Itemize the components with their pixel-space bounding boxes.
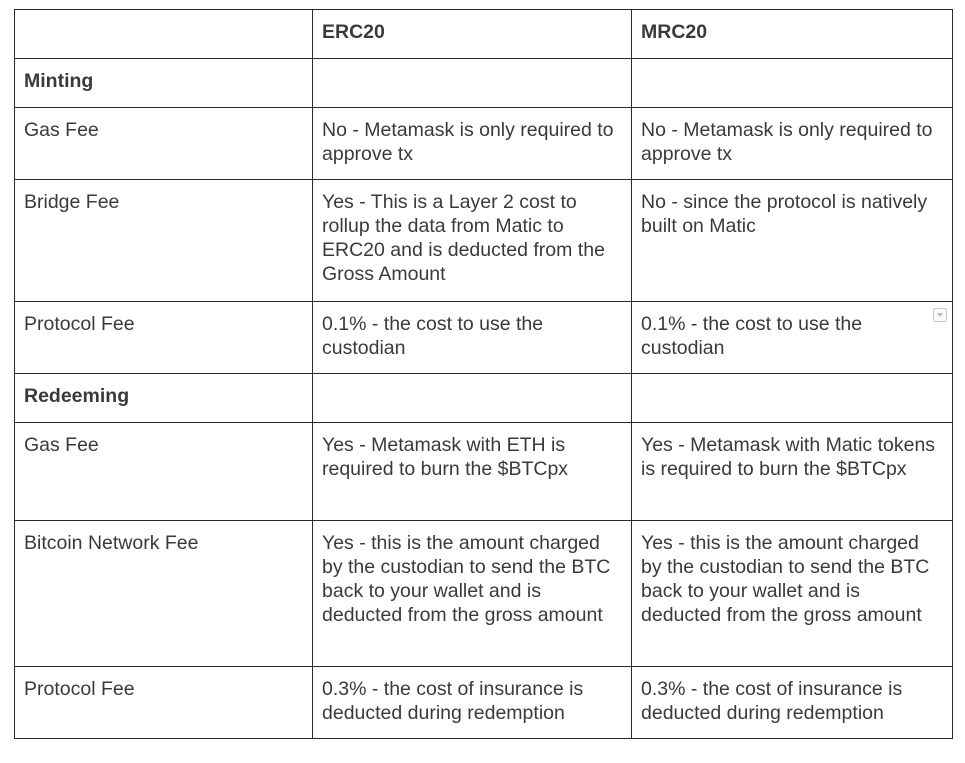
table-row xyxy=(15,423,953,521)
section-empty-cell[interactable] xyxy=(313,59,632,108)
header-mrc20[interactable]: MRC20 xyxy=(632,10,953,59)
section-title-minting[interactable]: Minting xyxy=(15,59,313,108)
mrc20-cell-text: 0.1% - the cost to use the custodian xyxy=(641,313,863,359)
mrc20-cell-selected[interactable] xyxy=(632,302,953,374)
row-label[interactable]: Gas Fee xyxy=(15,108,313,180)
mrc20-cell[interactable]: Yes - Metamask with Matic tokens is required to burn the $BTCpx xyxy=(632,423,953,521)
erc20-cell[interactable]: Yes - This is a Layer 2 cost to rollup the data from Matic to ERC20 and is deducted from the Gross Amount xyxy=(313,180,632,302)
table-row xyxy=(15,521,953,667)
erc20-cell[interactable]: No - Metamask is only required to approve tx xyxy=(313,108,632,180)
table-row xyxy=(15,302,953,374)
header-empty-cell[interactable] xyxy=(15,10,313,59)
section-empty-cell[interactable] xyxy=(632,59,953,108)
mrc20-cell[interactable]: No - Metamask is only required to approve tx xyxy=(632,108,953,180)
section-empty-cell[interactable] xyxy=(313,374,632,423)
section-row-minting xyxy=(15,59,953,108)
section-title-redeeming[interactable]: Redeeming xyxy=(15,374,313,423)
erc20-cell[interactable]: 0.1% - the cost to use the custodian xyxy=(313,302,632,374)
table-row xyxy=(15,108,953,180)
mrc20-cell[interactable]: Yes - this is the amount charged by the custodian to send the BTC back to your wallet and is deducted from the gross amount xyxy=(632,521,953,667)
row-label[interactable]: Protocol Fee xyxy=(15,667,313,739)
erc20-cell[interactable]: 0.3% - the cost of insurance is deducted during redemption xyxy=(313,667,632,739)
erc20-cell[interactable]: Yes - Metamask with ETH is required to burn the $BTCpx xyxy=(313,423,632,521)
dropdown-arrow-icon[interactable] xyxy=(933,308,947,322)
row-label[interactable]: Bitcoin Network Fee xyxy=(15,521,313,667)
erc20-cell[interactable]: Yes - this is the amount charged by the custodian to send the BTC back to your wallet and is deducted from the gross amount xyxy=(313,521,632,667)
table-row xyxy=(15,667,953,739)
mrc20-cell[interactable]: No - since the protocol is natively built on Matic xyxy=(632,180,953,302)
mrc20-cell[interactable]: 0.3% - the cost of insurance is deducted during redemption xyxy=(632,667,953,739)
row-label[interactable]: Protocol Fee xyxy=(15,302,313,374)
header-erc20[interactable]: ERC20 xyxy=(313,10,632,59)
table-row xyxy=(15,180,953,302)
section-empty-cell[interactable] xyxy=(632,374,953,423)
section-row-redeeming xyxy=(15,374,953,423)
fee-comparison-table xyxy=(14,9,953,739)
table-header-row xyxy=(15,10,953,59)
row-label[interactable]: Gas Fee xyxy=(15,423,313,521)
row-label[interactable]: Bridge Fee xyxy=(15,180,313,302)
